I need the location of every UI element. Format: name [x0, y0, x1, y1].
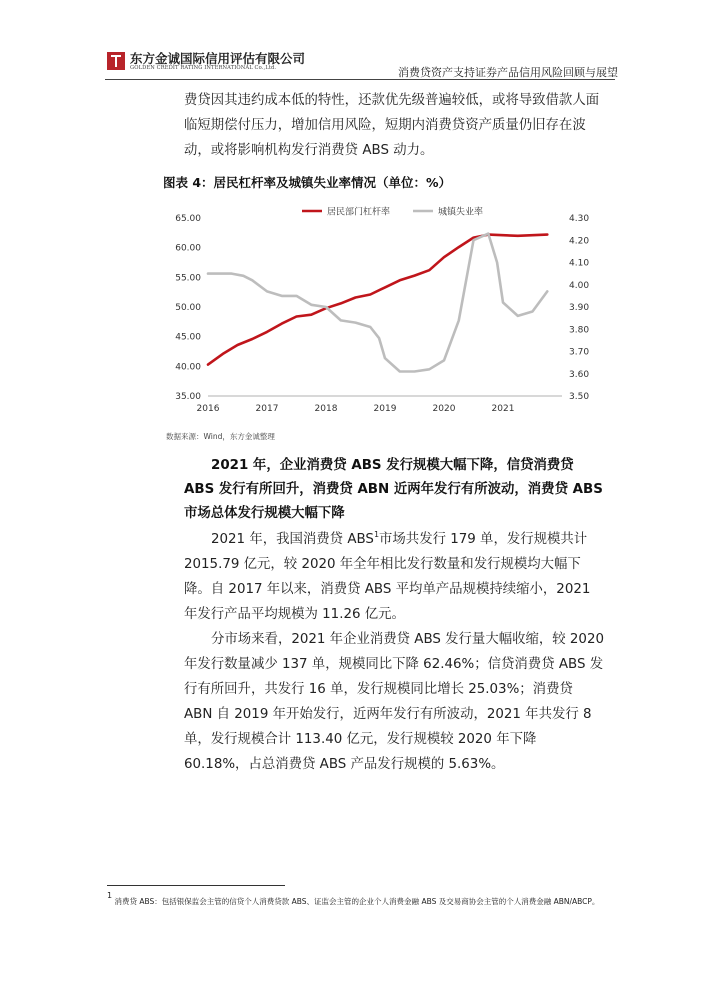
company-logo-icon — [107, 52, 125, 70]
paragraph-1-text-b: 市场共发行 179 单，发行规模共计 2015.79 亿元，较 2020 年全年相比发行数量和发行规模均大幅下降。自 2017 年以来，消费贷 ABS 平均单产品规模持续缩小，2021 年发行产品平均规模为 11.26 亿元。 — [184, 532, 591, 622]
y-right-tick-label: 3.70 — [569, 347, 590, 358]
x-tick-label: 2020 — [432, 404, 456, 414]
series-line-unemployment — [208, 234, 547, 372]
y-left-tick-label: 40.00 — [175, 362, 201, 373]
y-left-tick-label: 60.00 — [175, 243, 201, 254]
y-left-tick-label: 35.00 — [175, 392, 201, 402]
y-left-tick-label: 50.00 — [175, 303, 201, 313]
footnote-text: 消费贷 ABS：包括银保监会主管的信贷个人消费贷款 ABS、证监会主管的企业个人消费金融 ABS 及交易商协会主管的个人消费金融 ABN/ABCP。 — [114, 897, 600, 906]
y-right-tick-label: 3.90 — [569, 303, 590, 313]
footnote-number: 1 — [107, 891, 113, 900]
paragraph-2 — [184, 627, 604, 777]
footnote — [107, 891, 607, 908]
footnote-ref: 1 — [373, 530, 380, 539]
intro-paragraph — [184, 88, 604, 163]
company-name-cn: 东方金诚国际信用评估有限公司 — [130, 51, 306, 66]
y-right-tick-label: 3.80 — [569, 325, 590, 336]
leverage-unemployment-line-chart — [160, 195, 610, 425]
x-tick-label: 2016 — [196, 404, 220, 414]
legend-label: 居民部门杠杆率 — [327, 207, 391, 218]
y-right-tick-label: 3.60 — [569, 369, 590, 380]
y-right-tick-label: 4.30 — [569, 214, 590, 224]
figure-title: 图表 4：居民杠杆率及城镇失业率情况（单位：%） — [163, 175, 452, 190]
report-title: 消费贷资产支持证券产品信用风险回顾与展望 — [398, 66, 618, 79]
y-left-tick-label: 55.00 — [175, 273, 201, 284]
y-left-tick-label: 65.00 — [175, 214, 201, 224]
footnote-divider — [107, 885, 285, 886]
y-right-tick-label: 4.00 — [569, 280, 590, 291]
x-tick-label: 2021 — [491, 404, 515, 414]
header-divider — [105, 79, 615, 80]
paragraph-1-text-a: 2021 年，我国消费贷 ABS — [211, 532, 374, 547]
figure-source: 数据来源：Wind，东方金诚整理 — [166, 432, 275, 441]
company-name-en: GOLDEN CREDIT RATING INTERNATIONAL Co.,Ltd. — [130, 65, 277, 71]
section-heading: 2021 年，企业消费贷 ABS 发行规模大幅下降，信贷消费贷 ABS 发行有所回升，消费贷 ABN 近两年发行有所波动，消费贷 ABS 市场总体发行规模大幅下降 — [184, 458, 603, 521]
y-right-tick-label: 3.50 — [569, 392, 590, 402]
paragraph-2-text: 分市场来看，2021 年企业消费贷 ABS 发行量大幅收缩，较 2020 年发行数量减少 137 单，规模同比下降 62.46%；信贷消费贷 ABS 发行有所回升，共发行 16 单，发行规模同比增长 25.03%；消费贷 ABN 自 2019 年开始发行，近两年发行有所波动，2021 年共发行 8 单，发行规模合计 113.40 亿元，发行规模较 2020 年下降 60.18%，占总消费贷 ABS 产品发行规模的 5.63%。 — [184, 632, 604, 772]
series-line-leverage — [208, 235, 547, 365]
legend-label: 城镇失业率 — [438, 207, 484, 218]
y-right-tick-label: 4.20 — [569, 236, 590, 247]
intro-paragraph-text: 费贷因其违约成本低的特性，还款优先级普遍较低，或将导致借款人面临短期偿付压力，增加信用风险，短期内消费贷资产质量仍旧存在波动，或将影响机构发行消费贷 ABS 动力。 — [184, 93, 600, 158]
x-tick-label: 2018 — [314, 404, 338, 414]
y-left-tick-label: 45.00 — [175, 332, 201, 343]
y-right-tick-label: 4.10 — [569, 258, 590, 269]
x-tick-label: 2017 — [255, 404, 279, 414]
paragraph-1 — [184, 527, 604, 627]
x-tick-label: 2019 — [373, 404, 397, 414]
